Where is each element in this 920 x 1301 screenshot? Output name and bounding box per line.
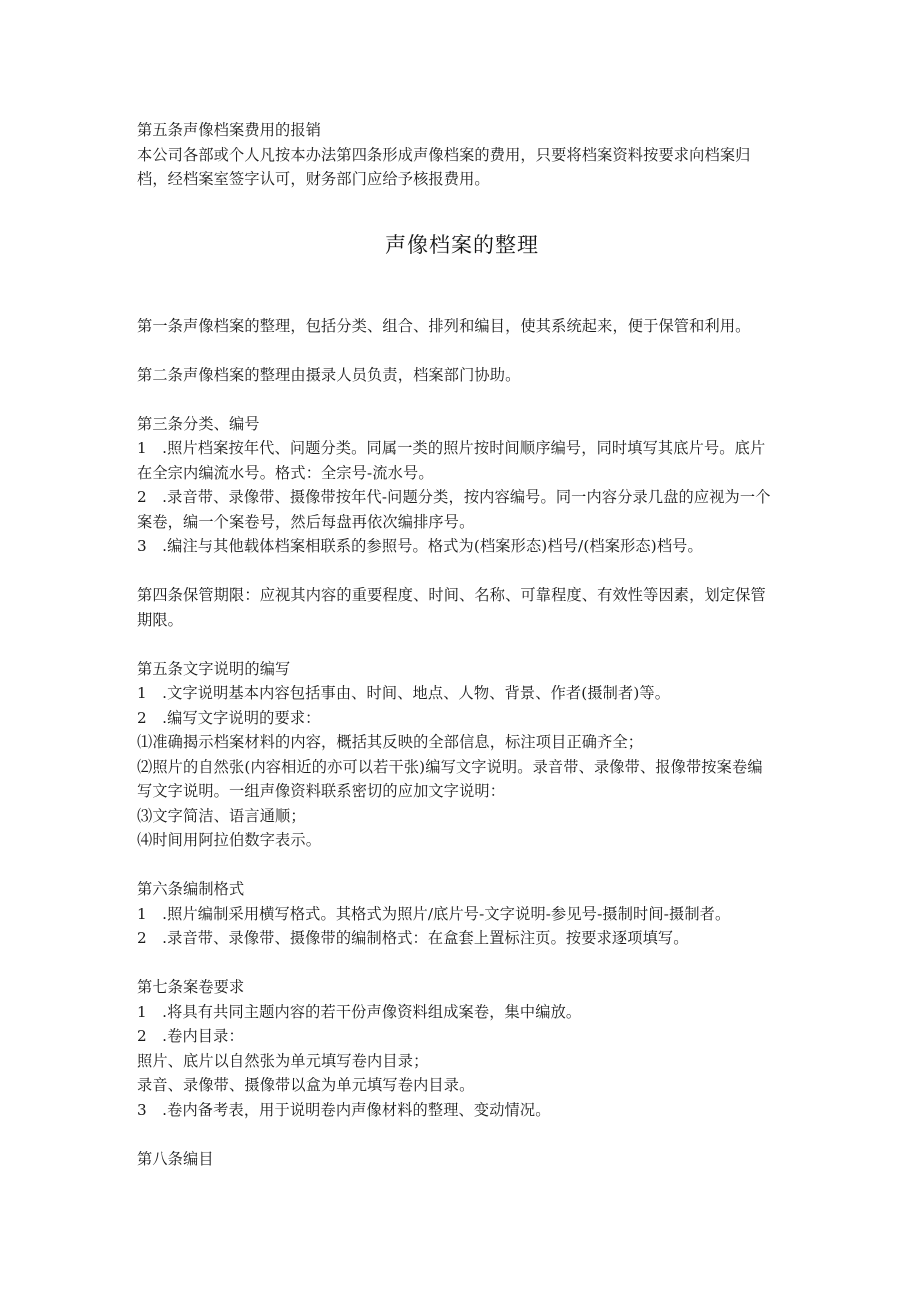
list-item: 3 .编注与其他载体档案相联系的参照号。格式为(档案形态)档号/(档案形态)档号。 <box>137 537 703 555</box>
paragraph-line: 照片、底片以自然张为单元填写卷内目录； <box>137 1051 429 1070</box>
sub-item: ⑷时间用阿拉伯数字表示。 <box>137 831 322 849</box>
section-heading: 第五条声像档案费用的报销 <box>137 121 322 139</box>
list-item: 2 .编写文字说明的要求： <box>137 708 321 727</box>
sub-item: ⑵照片的自然张(内容相近的亦可以若干张)编写文字说明。录音带、录像带、报像带按案卷编 <box>137 757 763 776</box>
sub-item-cont: 写文字说明。一组声像资料联系密切的应加文字说明： <box>137 782 506 800</box>
article-4-cont: 期限。 <box>137 610 184 629</box>
article-4: 第四条保管期限：应视其内容的重要程度、时间、名称、可靠程度、有效性等因素，划定保管 <box>137 586 766 604</box>
paragraph-line: 档，经档案室签字认可，财务部门应给予核报费用。 <box>137 170 490 188</box>
article-8-heading: 第八条编目 <box>137 1149 214 1168</box>
list-item: 1 .照片档案按年代、问题分类。同属一类的照片按时间顺序编号，同时填写其底片号。底片 <box>137 439 766 457</box>
list-item: 2 .录音带、录像带、摄像带的编制格式：在盒套上置标注页。按要求逐项填写。 <box>137 929 689 947</box>
list-item: 1 .将具有共同主题内容的若干份声像资料组成案卷，集中编放。 <box>137 1002 582 1021</box>
sub-item: ⑴准确揭示档案材料的内容，概括其反映的全部信息，标注项目正确齐全； <box>137 733 644 751</box>
article-6-heading: 第六条编制格式 <box>137 880 245 898</box>
list-item: 1 .照片编制采用横写格式。其格式为照片/底片号-文字说明-参见号-摄制时间-摄制者。 <box>137 904 731 923</box>
document-page <box>137 118 787 1171</box>
list-item: 1 .文字说明基本内容包括事由、时间、地点、人物、背景、作者(摄制者)等。 <box>137 684 671 702</box>
list-item: 2 .录音带、录像带、摄像带按年代-问题分类，按内容编号。同一内容分录几盘的应视为一个 <box>137 488 771 506</box>
paragraph-line: 录音、录像带、摄像带以盒为单元填写卷内目录。 <box>137 1076 475 1094</box>
list-item-cont: 在全宗内编流水号。格式：全宗号-流水号。 <box>137 463 434 482</box>
article-1: 第一条声像档案的整理，包括分类、组合、排列和编目，使其系统起来，便于保管和利用。 <box>137 316 751 335</box>
list-item-cont: 案卷，编一个案卷号，然后每盘再依次编排序号。 <box>137 512 475 531</box>
article-2: 第二条声像档案的整理由摄录人员负责，档案部门协助。 <box>137 365 521 384</box>
article-7-heading: 第七条案卷要求 <box>137 978 245 996</box>
document-title: 声像档案的整理 <box>385 232 539 257</box>
paragraph-line: 本公司各部或个人凡按本办法第四条形成声像档案的费用，只要将档案资料按要求向档案归 <box>137 145 751 164</box>
list-item: 2 .卷内目录： <box>137 1027 244 1045</box>
list-item: 3 .卷内备考表，用于说明卷内声像材料的整理、变动情况。 <box>137 1100 551 1119</box>
article-3-heading: 第三条分类、编号 <box>137 414 260 433</box>
article-5-heading: 第五条文字说明的编写 <box>137 659 291 678</box>
sub-item: ⑶文字简洁、语言通顺； <box>137 806 306 825</box>
